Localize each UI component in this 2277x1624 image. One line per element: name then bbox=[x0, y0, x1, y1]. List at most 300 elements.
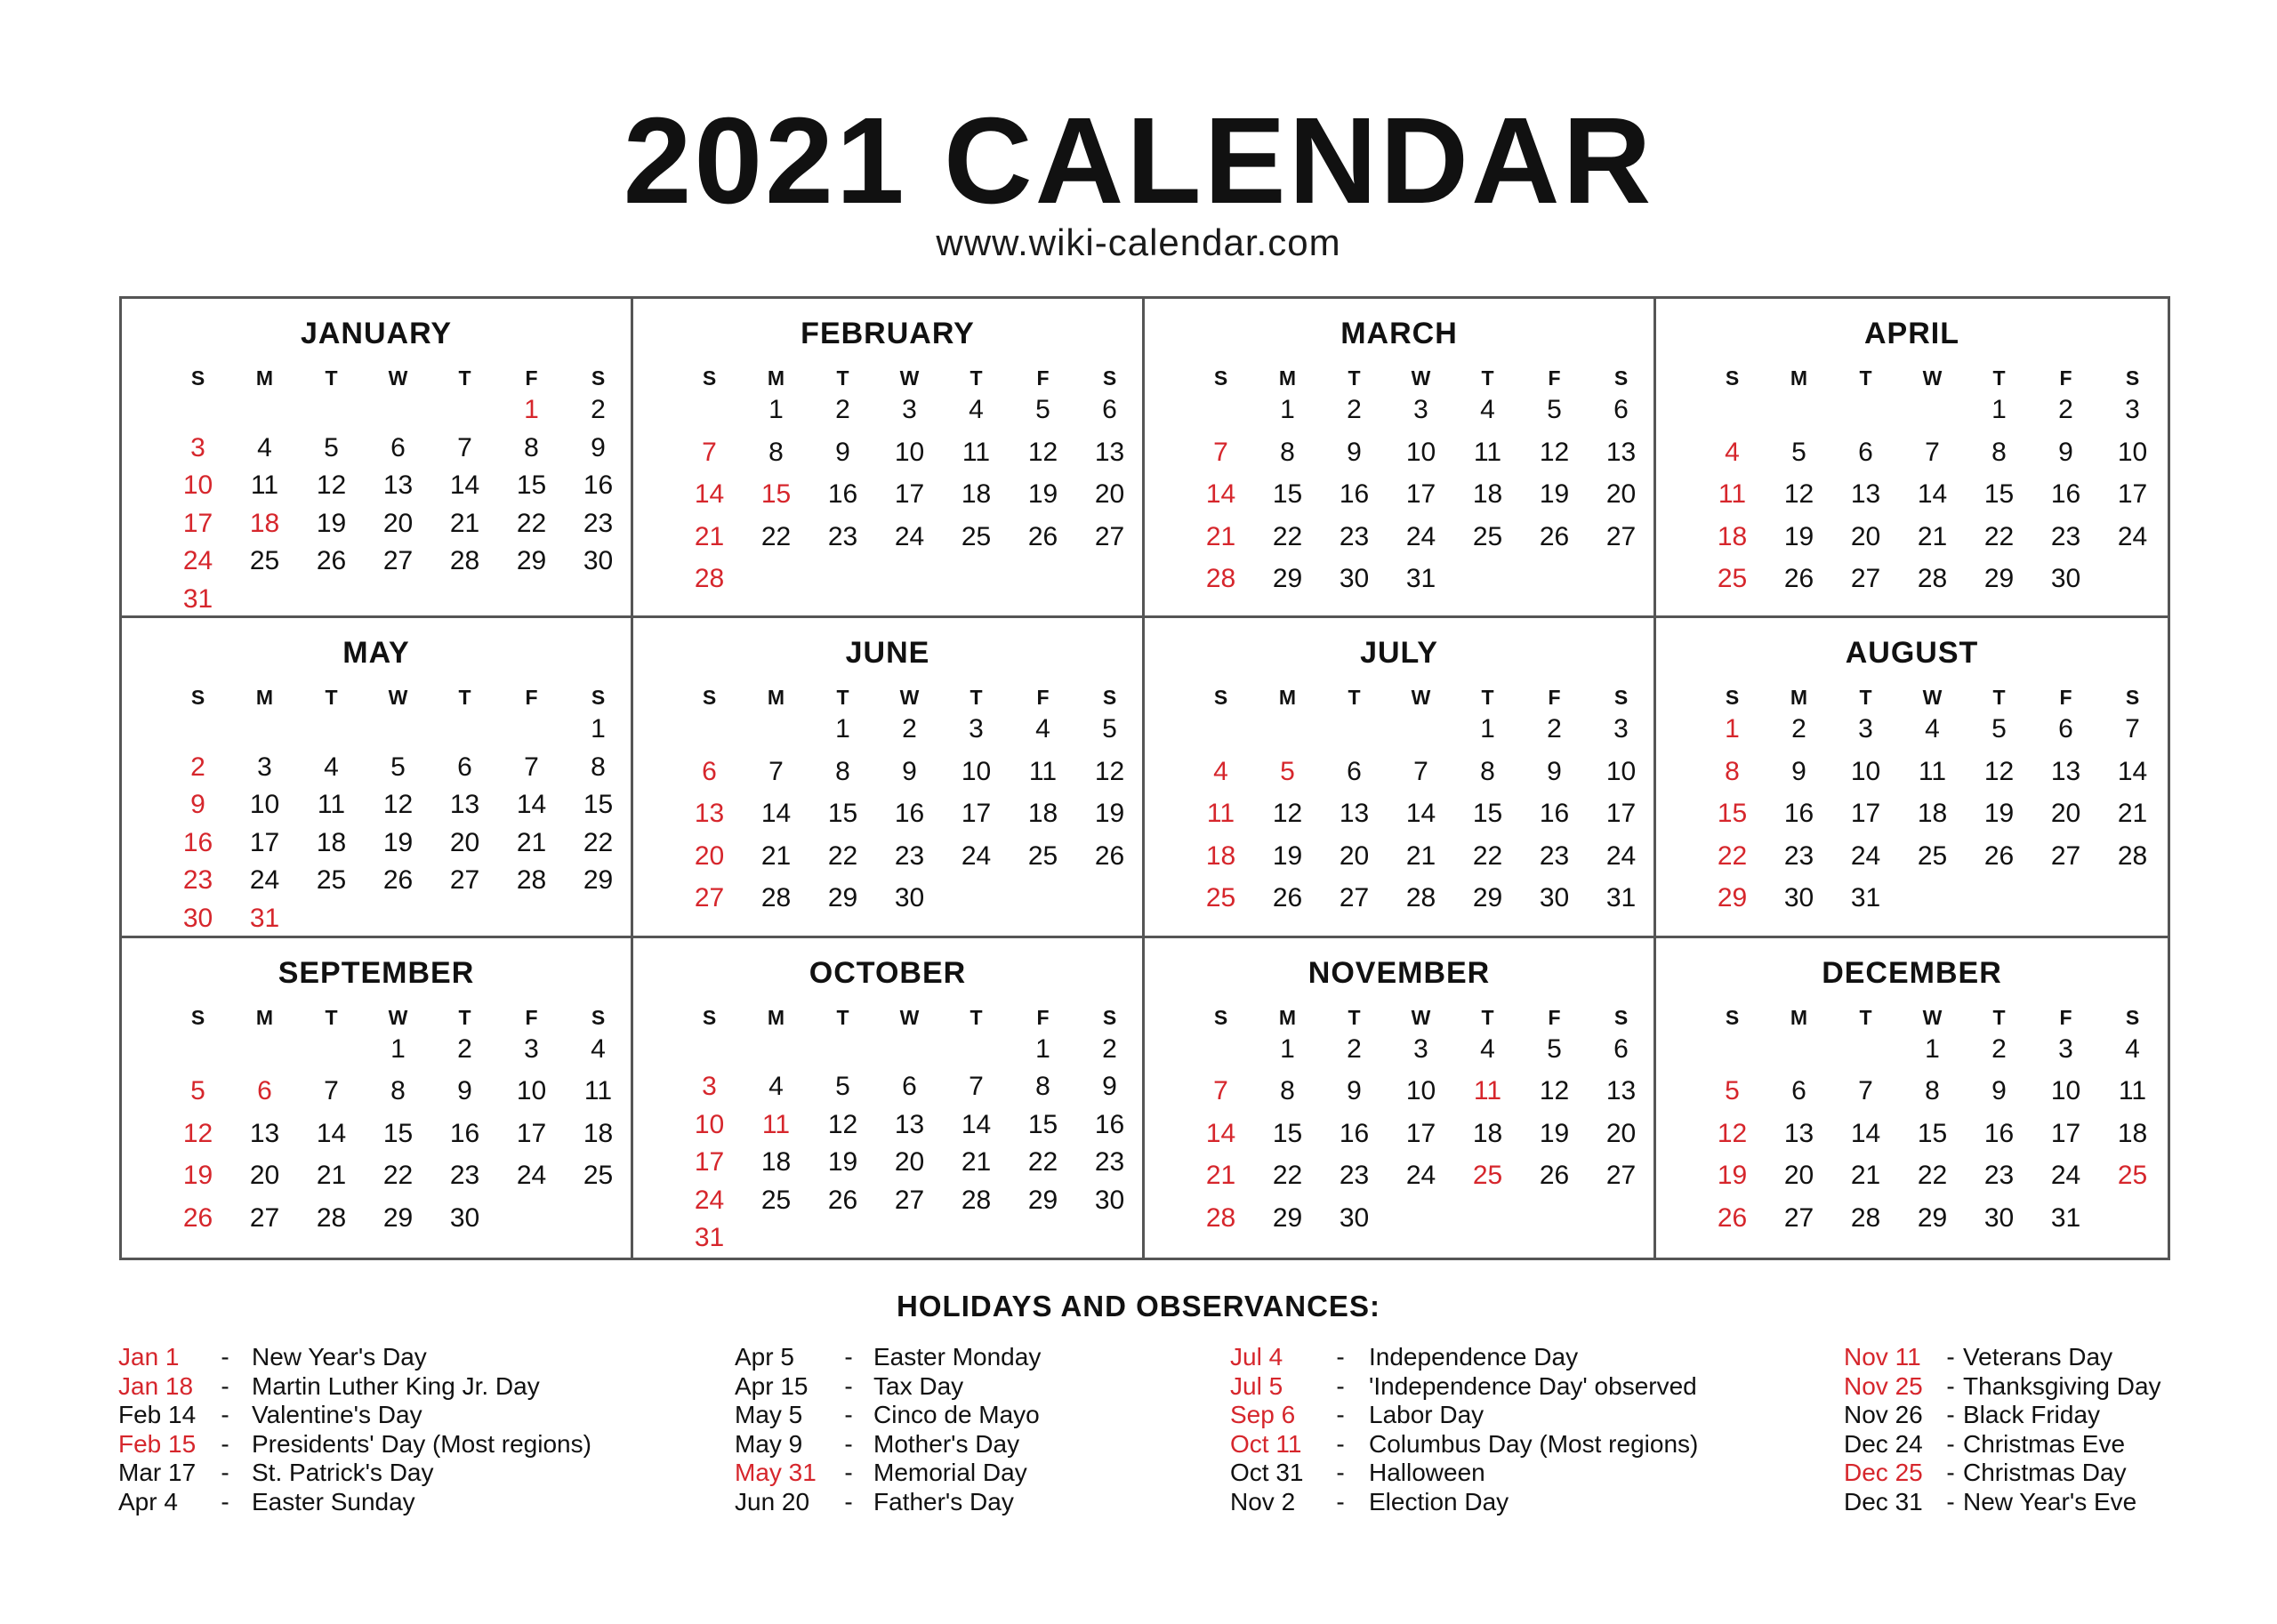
holiday-name: Cinco de Mayo bbox=[873, 1401, 1040, 1428]
day-cell: 2 bbox=[1991, 1033, 2007, 1064]
day-cell: 14 bbox=[1850, 1118, 1881, 1148]
weekday-label: T bbox=[1348, 1005, 1361, 1029]
holiday-date: Oct 11 bbox=[1230, 1429, 1302, 1458]
empty-cell bbox=[743, 1036, 809, 1074]
empty-cell bbox=[165, 397, 231, 435]
day-cell: 14 bbox=[1917, 479, 1948, 509]
day-cell: 26 bbox=[827, 1185, 858, 1215]
day-cell: 17 bbox=[1605, 799, 1637, 829]
weekday-label: S bbox=[190, 686, 205, 710]
day-cell: 12 bbox=[1783, 479, 1814, 509]
day-cell: 24 bbox=[2117, 521, 2148, 551]
day-cell: 22 bbox=[760, 521, 792, 551]
day-grid bbox=[1699, 1033, 2166, 1248]
weekday-label: S bbox=[1725, 366, 1740, 390]
day-cell: 29 bbox=[516, 546, 547, 575]
holiday-name: Halloween bbox=[1369, 1459, 1485, 1486]
empty-cell bbox=[231, 716, 298, 754]
day-cell: 8 bbox=[524, 432, 539, 462]
day-cell: 19 bbox=[382, 827, 414, 857]
day-cell: 25 bbox=[1027, 840, 1058, 871]
weekday-label: F bbox=[2059, 686, 2072, 710]
day-cell: 8 bbox=[1725, 756, 1740, 786]
day-cell: 19 bbox=[1783, 521, 1814, 551]
weekday-label: T bbox=[1859, 366, 1872, 390]
weekday-label: M bbox=[255, 366, 274, 390]
holiday-name: Easter Monday bbox=[873, 1343, 1042, 1371]
day-cell: 20 bbox=[694, 840, 725, 871]
day-cell: 4 bbox=[768, 1072, 784, 1102]
day-cell: 29 bbox=[1272, 1202, 1303, 1233]
holiday-date: Jul 5 bbox=[1230, 1371, 1283, 1400]
day-cell: 14 bbox=[961, 1109, 992, 1139]
day-cell: 9 bbox=[1547, 756, 1562, 786]
day-cell: 17 bbox=[249, 827, 280, 857]
day-cell: 13 bbox=[694, 799, 725, 829]
weekday-label: S bbox=[1613, 1005, 1629, 1029]
holiday-date: Nov 25 bbox=[1844, 1371, 1923, 1400]
day-cell: 25 bbox=[1472, 521, 1503, 551]
day-cell: 25 bbox=[1717, 564, 1748, 593]
day-cell: 18 bbox=[1027, 799, 1058, 829]
holiday-separator: - bbox=[221, 1487, 229, 1515]
day-cell: 22 bbox=[827, 840, 858, 871]
day-cell: 1 bbox=[591, 714, 606, 744]
day-cell: 10 bbox=[694, 1109, 725, 1139]
weekday-label: T bbox=[836, 1005, 849, 1029]
weekday-label: F bbox=[1036, 686, 1050, 710]
holiday-separator: - bbox=[221, 1459, 229, 1486]
day-cell: 3 bbox=[257, 752, 272, 782]
day-cell: 2 bbox=[835, 395, 850, 424]
day-cell: 9 bbox=[1347, 437, 1362, 467]
month-june bbox=[633, 618, 1145, 937]
holiday-date: Nov 26 bbox=[1844, 1401, 1923, 1428]
day-cell: 24 bbox=[249, 865, 280, 896]
weekday-label: S bbox=[1725, 1005, 1740, 1029]
day-cell: 4 bbox=[1213, 756, 1228, 786]
day-cell: 22 bbox=[1272, 1161, 1303, 1191]
day-cell: 11 bbox=[1473, 437, 1502, 467]
day-cell: 10 bbox=[516, 1076, 547, 1106]
holiday-item bbox=[735, 1343, 1041, 1372]
day-grid bbox=[1699, 716, 2166, 928]
day-cell: 12 bbox=[1094, 756, 1125, 786]
day-cell: 29 bbox=[827, 883, 858, 913]
day-cell: 12 bbox=[182, 1118, 213, 1148]
holiday-item bbox=[118, 1459, 591, 1488]
day-cell: 9 bbox=[1102, 1072, 1117, 1102]
day-cell: 5 bbox=[1547, 1033, 1562, 1064]
weekday-label: S bbox=[1102, 686, 1117, 710]
holiday-item bbox=[735, 1488, 1041, 1517]
day-cell: 30 bbox=[894, 883, 925, 913]
day-cell: 18 bbox=[583, 1118, 614, 1148]
day-cell: 11 bbox=[1718, 479, 1747, 509]
day-cell: 25 bbox=[249, 546, 280, 575]
weekday-label: W bbox=[1411, 366, 1431, 390]
weekday-label: S bbox=[1725, 686, 1740, 710]
weekday-label: T bbox=[458, 1005, 471, 1029]
day-cell: 16 bbox=[449, 1118, 480, 1148]
day-cell: 17 bbox=[2050, 1118, 2081, 1148]
day-cell: 27 bbox=[894, 1185, 925, 1215]
holiday-item bbox=[1844, 1401, 2161, 1430]
day-cell: 11 bbox=[961, 437, 991, 467]
day-cell: 26 bbox=[1539, 1161, 1570, 1191]
weekday-label: W bbox=[388, 686, 408, 710]
holidays-title: HOLIDAYS AND OBSERVANCES: bbox=[897, 1290, 1380, 1323]
day-cell: 8 bbox=[1035, 1072, 1050, 1102]
weekday-label: W bbox=[1922, 366, 1943, 390]
holiday-item bbox=[118, 1430, 591, 1459]
day-cell: 21 bbox=[961, 1147, 992, 1178]
month-october bbox=[633, 938, 1145, 1258]
day-cell: 29 bbox=[1983, 564, 2015, 593]
empty-cell bbox=[231, 1036, 298, 1079]
day-cell: 8 bbox=[390, 1076, 406, 1106]
day-cell: 23 bbox=[449, 1161, 480, 1191]
day-cell: 13 bbox=[1850, 479, 1881, 509]
empty-cell bbox=[365, 397, 431, 435]
weekday-header bbox=[165, 1005, 632, 1029]
day-cell: 2 bbox=[1791, 714, 1806, 744]
holiday-item bbox=[735, 1430, 1041, 1459]
day-cell: 16 bbox=[827, 479, 858, 509]
weekday-header bbox=[1187, 368, 1654, 389]
weekday-label: S bbox=[702, 1005, 717, 1029]
weekday-label: S bbox=[2125, 686, 2140, 710]
month-march bbox=[1145, 299, 1656, 618]
holiday-name: Christmas Eve bbox=[1963, 1429, 2126, 1458]
day-cell: 4 bbox=[1480, 395, 1495, 424]
day-cell: 8 bbox=[1280, 437, 1295, 467]
day-cell: 3 bbox=[902, 395, 917, 424]
empty-cell bbox=[1321, 716, 1388, 759]
empty-cell bbox=[1254, 716, 1321, 759]
weekday-label: S bbox=[2125, 366, 2140, 390]
holiday-item bbox=[1844, 1343, 2161, 1372]
weekday-label: T bbox=[1348, 686, 1361, 710]
weekday-label: S bbox=[702, 366, 717, 390]
day-cell: 17 bbox=[961, 799, 992, 829]
day-cell: 8 bbox=[1480, 756, 1495, 786]
day-cell: 5 bbox=[835, 1072, 850, 1102]
day-cell: 6 bbox=[1858, 437, 1873, 467]
day-cell: 15 bbox=[516, 470, 547, 500]
day-cell: 7 bbox=[1213, 1076, 1228, 1106]
day-cell: 4 bbox=[1725, 437, 1740, 467]
day-grid bbox=[1699, 397, 2166, 608]
weekday-label: S bbox=[1613, 686, 1629, 710]
day-cell: 5 bbox=[1280, 756, 1295, 786]
day-cell: 27 bbox=[1094, 521, 1125, 551]
empty-cell bbox=[1699, 1036, 1766, 1079]
holiday-date: Sep 6 bbox=[1230, 1401, 1296, 1428]
day-cell: 4 bbox=[257, 432, 272, 462]
day-cell: 22 bbox=[382, 1161, 414, 1191]
day-cell: 29 bbox=[382, 1202, 414, 1233]
day-cell: 13 bbox=[1605, 437, 1637, 467]
day-cell: 9 bbox=[835, 437, 850, 467]
day-cell: 16 bbox=[1983, 1118, 2015, 1148]
holiday-separator: - bbox=[1336, 1459, 1345, 1486]
day-cell: 7 bbox=[524, 752, 539, 782]
day-cell: 19 bbox=[1027, 479, 1058, 509]
day-cell: 22 bbox=[583, 827, 614, 857]
day-cell: 24 bbox=[1850, 840, 1881, 871]
day-cell: 10 bbox=[2050, 1076, 2081, 1106]
day-cell: 28 bbox=[2117, 840, 2148, 871]
day-cell: 21 bbox=[1850, 1161, 1881, 1191]
day-cell: 2 bbox=[1547, 714, 1562, 744]
weekday-label: M bbox=[767, 686, 785, 710]
day-cell: 19 bbox=[1094, 799, 1125, 829]
day-cell: 26 bbox=[316, 546, 347, 575]
day-cell: 27 bbox=[449, 865, 480, 896]
holiday-item bbox=[118, 1488, 591, 1517]
day-cell: 8 bbox=[591, 752, 606, 782]
day-cell: 26 bbox=[1094, 840, 1125, 871]
holiday-date: Oct 31 bbox=[1230, 1459, 1304, 1486]
day-cell: 24 bbox=[1605, 840, 1637, 871]
holiday-name: Easter Sunday bbox=[252, 1487, 415, 1515]
day-cell: 18 bbox=[1472, 1118, 1503, 1148]
weekday-label: M bbox=[1278, 686, 1297, 710]
weekday-label: M bbox=[255, 686, 274, 710]
empty-cell bbox=[1832, 397, 1899, 439]
day-cell: 21 bbox=[1205, 1161, 1236, 1191]
empty-cell bbox=[231, 397, 298, 435]
weekday-label: S bbox=[1213, 686, 1228, 710]
day-cell: 12 bbox=[1717, 1118, 1748, 1148]
weekday-label: T bbox=[1481, 686, 1494, 710]
weekday-header bbox=[676, 1005, 1143, 1029]
day-cell: 24 bbox=[694, 1185, 725, 1215]
month-name: SEPTEMBER bbox=[278, 955, 475, 990]
day-cell: 25 bbox=[1472, 1161, 1503, 1191]
day-cell: 20 bbox=[1605, 479, 1637, 509]
weekday-label: S bbox=[591, 366, 606, 390]
day-cell: 14 bbox=[694, 479, 725, 509]
empty-cell bbox=[943, 1036, 1010, 1074]
day-grid bbox=[1187, 1033, 1654, 1248]
month-name: AUGUST bbox=[1845, 636, 1979, 671]
weekday-header bbox=[165, 368, 632, 389]
day-cell: 27 bbox=[382, 546, 414, 575]
weekday-label: M bbox=[767, 1005, 785, 1029]
weekday-header bbox=[165, 687, 632, 708]
weekday-label: W bbox=[1922, 686, 1943, 710]
day-cell: 2 bbox=[457, 1033, 472, 1064]
day-cell: 23 bbox=[1339, 1161, 1370, 1191]
day-cell: 11 bbox=[317, 790, 346, 820]
holiday-separator: - bbox=[1946, 1343, 1955, 1371]
day-cell: 23 bbox=[2050, 521, 2081, 551]
holiday-column bbox=[735, 1343, 1041, 1516]
day-cell: 3 bbox=[524, 1033, 539, 1064]
day-cell: 17 bbox=[516, 1118, 547, 1148]
weekday-label: F bbox=[2059, 1005, 2072, 1029]
day-cell: 9 bbox=[1991, 1076, 2007, 1106]
day-cell: 11 bbox=[250, 470, 279, 500]
day-cell: 22 bbox=[1917, 1161, 1948, 1191]
day-cell: 23 bbox=[1339, 521, 1370, 551]
day-cell: 9 bbox=[2058, 437, 2073, 467]
month-may bbox=[122, 618, 633, 937]
day-cell: 11 bbox=[583, 1076, 613, 1106]
day-cell: 28 bbox=[760, 883, 792, 913]
day-grid bbox=[165, 716, 632, 943]
day-cell: 29 bbox=[1472, 883, 1503, 913]
weekday-label: M bbox=[1278, 1005, 1297, 1029]
day-cell: 15 bbox=[1272, 479, 1303, 509]
day-cell: 7 bbox=[702, 437, 717, 467]
empty-cell bbox=[1187, 397, 1254, 439]
weekday-label: T bbox=[836, 686, 849, 710]
empty-cell bbox=[1388, 716, 1454, 759]
weekday-header bbox=[1699, 1005, 2166, 1029]
day-cell: 4 bbox=[1925, 714, 1940, 744]
day-cell: 23 bbox=[1783, 840, 1814, 871]
holiday-separator: - bbox=[1336, 1371, 1345, 1400]
weekday-label: W bbox=[899, 1005, 920, 1029]
day-cell: 6 bbox=[257, 1076, 272, 1106]
weekday-label: T bbox=[458, 686, 471, 710]
holiday-separator: - bbox=[1336, 1401, 1345, 1428]
holiday-date: May 31 bbox=[735, 1459, 817, 1486]
day-cell: 3 bbox=[702, 1072, 717, 1102]
day-cell: 29 bbox=[1917, 1202, 1948, 1233]
holiday-separator: - bbox=[221, 1401, 229, 1428]
holiday-separator: - bbox=[221, 1343, 229, 1371]
day-cell: 12 bbox=[316, 470, 347, 500]
day-cell: 1 bbox=[1725, 714, 1740, 744]
month-name: APRIL bbox=[1864, 317, 1959, 350]
day-cell: 13 bbox=[1783, 1118, 1814, 1148]
day-grid bbox=[676, 716, 1143, 928]
day-cell: 18 bbox=[1205, 840, 1236, 871]
holiday-name: 'Independence Day' observed bbox=[1369, 1371, 1697, 1400]
day-cell: 28 bbox=[1850, 1202, 1881, 1233]
day-cell: 6 bbox=[1613, 395, 1629, 424]
weekday-label: S bbox=[1102, 366, 1117, 390]
day-cell: 19 bbox=[1717, 1161, 1748, 1191]
weekday-label: T bbox=[1481, 1005, 1494, 1029]
day-cell: 17 bbox=[1405, 479, 1436, 509]
day-cell: 4 bbox=[969, 395, 984, 424]
holiday-name: Columbus Day (Most regions) bbox=[1369, 1429, 1699, 1458]
day-cell: 17 bbox=[1405, 1118, 1436, 1148]
holiday-item bbox=[118, 1372, 591, 1402]
empty-cell bbox=[298, 1036, 365, 1079]
holiday-item bbox=[735, 1372, 1041, 1402]
day-cell: 16 bbox=[1094, 1109, 1125, 1139]
day-cell: 8 bbox=[1280, 1076, 1295, 1106]
holiday-name: Election Day bbox=[1369, 1487, 1509, 1515]
day-cell: 16 bbox=[1783, 799, 1814, 829]
day-cell: 21 bbox=[316, 1161, 347, 1191]
weekday-label: W bbox=[388, 1005, 408, 1029]
day-cell: 7 bbox=[324, 1076, 339, 1106]
day-cell: 12 bbox=[827, 1109, 858, 1139]
day-cell: 21 bbox=[760, 840, 792, 871]
day-cell: 10 bbox=[1405, 437, 1436, 467]
day-cell: 12 bbox=[1539, 1076, 1570, 1106]
day-cell: 5 bbox=[1035, 395, 1050, 424]
day-cell: 13 bbox=[382, 470, 414, 500]
day-cell: 5 bbox=[1991, 714, 2007, 744]
day-cell: 12 bbox=[382, 790, 414, 820]
weekday-label: F bbox=[2059, 366, 2072, 390]
day-cell: 12 bbox=[1272, 799, 1303, 829]
month-september bbox=[122, 938, 633, 1258]
day-cell: 15 bbox=[760, 479, 792, 509]
day-cell: 17 bbox=[1850, 799, 1881, 829]
weekday-label: T bbox=[1481, 366, 1494, 390]
holiday-name: Mother's Day bbox=[873, 1429, 1020, 1458]
holiday-name: Independence Day bbox=[1369, 1343, 1579, 1371]
empty-cell bbox=[165, 1036, 231, 1079]
day-cell: 6 bbox=[390, 432, 406, 462]
holiday-column bbox=[1230, 1343, 1698, 1516]
day-cell: 22 bbox=[1472, 840, 1503, 871]
day-cell: 25 bbox=[583, 1161, 614, 1191]
day-cell: 21 bbox=[1405, 840, 1436, 871]
weekday-label: T bbox=[325, 366, 338, 390]
day-cell: 15 bbox=[1272, 1118, 1303, 1148]
holiday-separator: - bbox=[1946, 1371, 1955, 1400]
day-cell: 18 bbox=[316, 827, 347, 857]
weekday-label: T bbox=[1992, 1005, 2006, 1029]
holiday-item bbox=[1844, 1430, 2161, 1459]
day-cell: 21 bbox=[694, 521, 725, 551]
weekday-label: T bbox=[1348, 366, 1361, 390]
day-cell: 3 bbox=[1413, 395, 1428, 424]
day-cell: 12 bbox=[1027, 437, 1058, 467]
weekday-label: M bbox=[1790, 1005, 1808, 1029]
empty-cell bbox=[431, 716, 498, 754]
holiday-item bbox=[735, 1459, 1041, 1488]
day-cell: 7 bbox=[457, 432, 472, 462]
day-cell: 10 bbox=[1405, 1076, 1436, 1106]
empty-cell bbox=[165, 716, 231, 754]
weekday-label: M bbox=[1790, 686, 1808, 710]
day-cell: 10 bbox=[2117, 437, 2148, 467]
holiday-separator: - bbox=[1946, 1401, 1955, 1428]
weekday-label: W bbox=[1922, 1005, 1943, 1029]
empty-cell bbox=[498, 716, 565, 754]
holiday-date: Apr 15 bbox=[735, 1371, 809, 1400]
day-cell: 21 bbox=[449, 508, 480, 538]
day-grid bbox=[1187, 716, 1654, 928]
day-cell: 11 bbox=[761, 1109, 791, 1139]
holiday-name: Martin Luther King Jr. Day bbox=[252, 1371, 540, 1400]
day-cell: 27 bbox=[249, 1202, 280, 1233]
day-cell: 14 bbox=[449, 470, 480, 500]
holiday-separator: - bbox=[844, 1429, 853, 1458]
holiday-name: Presidents' Day (Most regions) bbox=[252, 1429, 591, 1458]
weekday-label: S bbox=[190, 1005, 205, 1029]
holiday-date: Nov 11 bbox=[1844, 1343, 1921, 1371]
day-cell: 11 bbox=[1206, 799, 1235, 829]
day-cell: 26 bbox=[182, 1202, 213, 1233]
day-cell: 3 bbox=[969, 714, 984, 744]
weekday-label: F bbox=[525, 366, 538, 390]
weekday-label: S bbox=[591, 686, 606, 710]
holiday-name: Tax Day bbox=[873, 1371, 964, 1400]
weekday-label: S bbox=[1213, 1005, 1228, 1029]
